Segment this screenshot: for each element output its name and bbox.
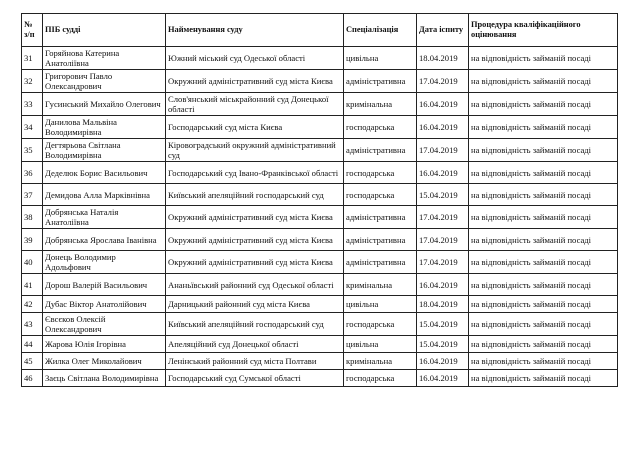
exam-date: 16.04.2019: [417, 370, 469, 387]
exam-date: 15.04.2019: [417, 313, 469, 336]
row-number: 44: [22, 336, 43, 353]
procedure: на відповідність займаній посаді: [469, 274, 618, 296]
table-row: [22, 206, 618, 229]
court-name: Окружний адміністративний суд міста Києва: [166, 251, 344, 274]
row-number: 33: [22, 93, 43, 116]
table-row: [22, 116, 618, 139]
row-number: 31: [22, 47, 43, 70]
court-name: Апеляційний суд Донецької області: [166, 336, 344, 353]
table-row: [22, 251, 618, 274]
table-row: [22, 370, 618, 387]
exam-date: 16.04.2019: [417, 274, 469, 296]
procedure: на відповідність займаній посаді: [469, 370, 618, 387]
table-row: [22, 313, 618, 336]
judge-name: Добрянська Наталія Анатоліївна: [43, 206, 166, 229]
row-number: 35: [22, 139, 43, 162]
court-name: Ленінський районний суд міста Полтави: [166, 353, 344, 370]
specialization: адміністративна: [344, 206, 417, 229]
table-body: [22, 47, 618, 387]
specialization: адміністративна: [344, 70, 417, 93]
judge-name: Демидова Алла Марківнівна: [43, 184, 166, 206]
specialization: кримінальна: [344, 93, 417, 116]
table-row: [22, 139, 618, 162]
table-row: [22, 47, 618, 70]
table-row: [22, 70, 618, 93]
judge-name: Донець Володимир Адольфович: [43, 251, 166, 274]
judge-name: Данилова Мальвіна Володимирівна: [43, 116, 166, 139]
procedure: на відповідність займаній посаді: [469, 116, 618, 139]
specialization: адміністративна: [344, 139, 417, 162]
court-name: Господарський суд Івано-Франківської області: [166, 162, 344, 184]
procedure: на відповідність займаній посаді: [469, 139, 618, 162]
row-number: 42: [22, 296, 43, 313]
row-number: 38: [22, 206, 43, 229]
court-name: Кіровоградський окружний адміністративний суд: [166, 139, 344, 162]
procedure: на відповідність займаній посаді: [469, 336, 618, 353]
court-name: Господарський суд Сумської області: [166, 370, 344, 387]
specialization: господарська: [344, 116, 417, 139]
procedure: на відповідність займаній посаді: [469, 251, 618, 274]
exam-date: 16.04.2019: [417, 93, 469, 116]
procedure: на відповідність займаній посаді: [469, 70, 618, 93]
exam-date: 17.04.2019: [417, 70, 469, 93]
judge-name: Дубас Віктор Анатолійович: [43, 296, 166, 313]
procedure: на відповідність займаній посаді: [469, 184, 618, 206]
exam-date: 17.04.2019: [417, 206, 469, 229]
procedure: на відповідність займаній посаді: [469, 353, 618, 370]
exam-date: 18.04.2019: [417, 47, 469, 70]
exam-date: 16.04.2019: [417, 116, 469, 139]
specialization: цивільна: [344, 296, 417, 313]
judge-name: Заєць Світлана Володимирівна: [43, 370, 166, 387]
exam-date: 16.04.2019: [417, 162, 469, 184]
specialization: цивільна: [344, 47, 417, 70]
exam-date: 17.04.2019: [417, 251, 469, 274]
table-row: [22, 296, 618, 313]
table-row: [22, 229, 618, 251]
exam-date: 18.04.2019: [417, 296, 469, 313]
exam-date: 15.04.2019: [417, 336, 469, 353]
specialization: кримінальна: [344, 353, 417, 370]
row-number: 46: [22, 370, 43, 387]
row-number: 36: [22, 162, 43, 184]
exam-date: 15.04.2019: [417, 184, 469, 206]
court-name: Южний міський суд Одеської області: [166, 47, 344, 70]
court-name: Київський апеляційний господарський суд: [166, 184, 344, 206]
court-name: Окружний адміністративний суд міста Києва: [166, 229, 344, 251]
header-judge-name: ПІБ судді: [43, 14, 166, 47]
header-exam-date: Дата іспиту: [417, 14, 469, 47]
specialization: господарська: [344, 162, 417, 184]
row-number: 40: [22, 251, 43, 274]
row-number: 43: [22, 313, 43, 336]
judge-name: Жилка Олег Миколайович: [43, 353, 166, 370]
row-number: 39: [22, 229, 43, 251]
header-number: № з/п: [22, 14, 43, 47]
table-row: [22, 184, 618, 206]
court-name: Київський апеляційний господарський суд: [166, 313, 344, 336]
specialization: господарська: [344, 370, 417, 387]
header-specialization: Спеціалізація: [344, 14, 417, 47]
header-procedure: Процедура кваліфікаційного оцінювання: [469, 14, 618, 47]
judge-name: Григорович Павло Олександрович: [43, 70, 166, 93]
procedure: на відповідність займаній посаді: [469, 206, 618, 229]
procedure: на відповідність займаній посаді: [469, 162, 618, 184]
table-row: [22, 93, 618, 116]
court-name: Ананьївський районний суд Одеської області: [166, 274, 344, 296]
specialization: господарська: [344, 313, 417, 336]
procedure: на відповідність займаній посаді: [469, 47, 618, 70]
procedure: на відповідність займаній посаді: [469, 296, 618, 313]
court-name: Окружний адміністративний суд міста Києва: [166, 70, 344, 93]
header-court-name: Найменування суду: [166, 14, 344, 47]
table-row: [22, 274, 618, 296]
row-number: 34: [22, 116, 43, 139]
row-number: 45: [22, 353, 43, 370]
table-row: [22, 162, 618, 184]
judge-name: Дорош Валерій Васильович: [43, 274, 166, 296]
specialization: адміністративна: [344, 229, 417, 251]
court-name: Окружний адміністративний суд міста Києва: [166, 206, 344, 229]
table-row: [22, 353, 618, 370]
row-number: 37: [22, 184, 43, 206]
table-row: [22, 336, 618, 353]
judge-name: Деделюк Борис Васильович: [43, 162, 166, 184]
specialization: кримінальна: [344, 274, 417, 296]
court-name: Господарський суд міста Києва: [166, 116, 344, 139]
court-name: Слов'янський міськрайонний суд Донецької області: [166, 93, 344, 116]
judge-name: Гусинський Михайло Олегович: [43, 93, 166, 116]
procedure: на відповідність займаній посаді: [469, 229, 618, 251]
specialization: господарська: [344, 184, 417, 206]
judge-name: Жарова Юлія Ігорівна: [43, 336, 166, 353]
procedure: на відповідність займаній посаді: [469, 313, 618, 336]
judge-name: Дегтярьова Світлана Володимирівна: [43, 139, 166, 162]
procedure: на відповідність займаній посаді: [469, 93, 618, 116]
judge-name: Добрянська Ярослава Іванівна: [43, 229, 166, 251]
table-header-row: [22, 14, 618, 47]
row-number: 41: [22, 274, 43, 296]
specialization: адміністративна: [344, 251, 417, 274]
exam-date: 16.04.2019: [417, 353, 469, 370]
judges-table: [21, 13, 618, 387]
specialization: цивільна: [344, 336, 417, 353]
judge-name: Горяйнова Катерина Анатоліївна: [43, 47, 166, 70]
row-number: 32: [22, 70, 43, 93]
judge-name: Євсєков Олексій Олександрович: [43, 313, 166, 336]
exam-date: 17.04.2019: [417, 229, 469, 251]
exam-date: 17.04.2019: [417, 139, 469, 162]
court-name: Дарницький районний суд міста Києва: [166, 296, 344, 313]
